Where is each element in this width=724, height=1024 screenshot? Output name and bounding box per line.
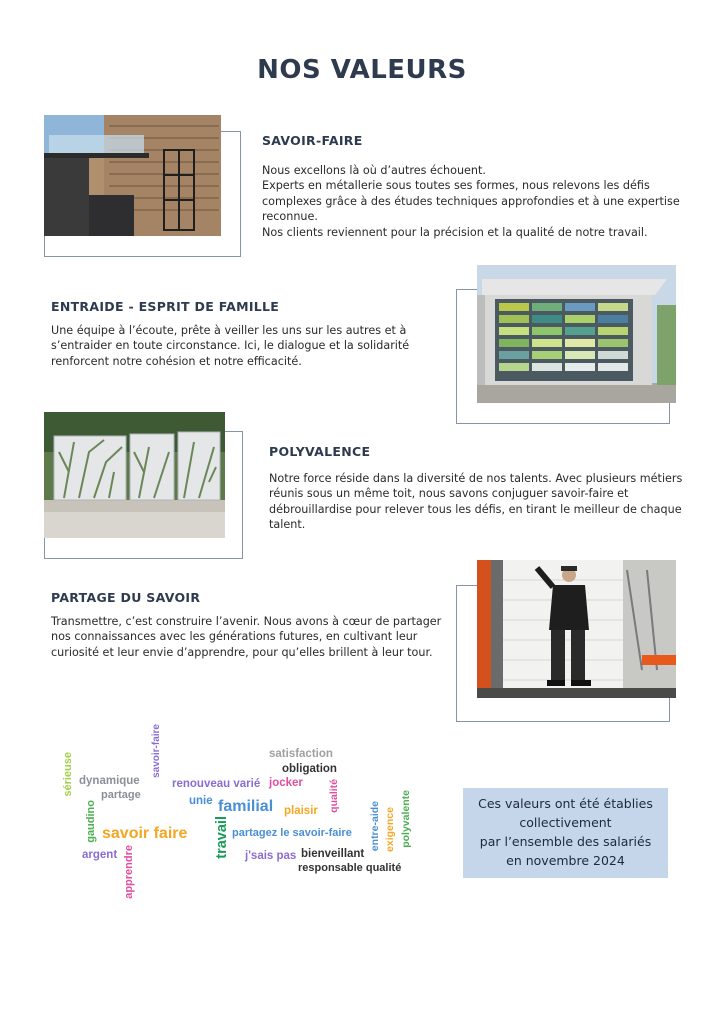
text-line: réunis sous un même toit, nous savons conjuguer savoir-faire et <box>269 487 629 501</box>
wordcloud-word: partagez le savoir-faire <box>232 827 352 839</box>
text-line: Nous excellons là où d’autres échouent. <box>262 164 486 177</box>
text-line: Transmettre, c’est construire l’avenir. Nous avons à cœur de partager <box>51 615 442 628</box>
wordcloud-word: savoir-faire <box>151 724 162 778</box>
text-line: reconnue. <box>262 210 318 224</box>
wordcloud-word: travail <box>214 816 230 859</box>
note-line: en novembre 2024 <box>506 853 625 868</box>
wordcloud-word: familial <box>218 798 274 815</box>
wordcloud-word: gaudino <box>85 800 97 843</box>
section-heading-savoir-faire: SAVOIR-FAIRE <box>262 133 363 148</box>
values-note-box <box>463 788 668 878</box>
wordcloud-word: j'sais pas <box>245 850 297 862</box>
wordcloud-word: entre-aide <box>369 801 381 852</box>
wordcloud-word: satisfaction <box>269 748 333 760</box>
wordcloud-word: savoir faire <box>102 825 188 842</box>
text-line: talent. <box>269 518 306 532</box>
wordcloud-word: sérieuse <box>62 752 74 797</box>
section-heading-polyvalence: POLYVALENCE <box>269 444 371 459</box>
section-heading-entraide: ENTRAIDE - ESPRIT DE FAMILLE <box>51 299 280 314</box>
photo-batiment-vitre <box>477 265 676 403</box>
text-line: débrouillardise pour relever tous les défis, en tirant le meilleur de chaque <box>269 502 682 516</box>
wordcloud-word: argent <box>82 849 118 861</box>
wordcloud-word: bienveillant <box>301 848 365 860</box>
section-text-partage <box>51 614 456 660</box>
text-line: curiosité et leur envie d’apprendre, pour qu’elles brillent à leur tour. <box>51 645 433 659</box>
section-text-savoir-faire <box>262 163 707 240</box>
text-line: Nos clients reviennent pour la précision et la qualité de notre travail. <box>262 225 648 239</box>
page-title: NOS VALEURS <box>257 55 467 85</box>
note-line: collectivement <box>519 815 612 830</box>
text-line: nos connaissances avec les générations futures, en cultivant leur <box>51 630 418 644</box>
photo-employe-atelier <box>477 560 676 698</box>
wordcloud-word: qualité <box>328 779 340 813</box>
text-line: complexes grâce à des études techniques approfondies et à une expertise <box>262 194 680 208</box>
photo-facade-balcon <box>44 115 221 236</box>
note-line: Ces valeurs ont été établies <box>478 796 653 811</box>
wordcloud-word: exigence <box>384 807 396 852</box>
section-text-polyvalence <box>269 471 714 533</box>
text-line: renforcent notre cohésion et notre efficacité. <box>51 354 302 368</box>
wordcloud-word: apprendre <box>123 845 135 899</box>
wordcloud-word: plaisir <box>284 805 318 817</box>
text-line: s’entraider en toute circonstance. Ici, le dialogue et la solidarité <box>51 339 410 353</box>
wordcloud-word: unie <box>189 795 213 807</box>
wordcloud-word: obligation <box>282 763 337 775</box>
text-line: Experts en métallerie sous toutes ses formes, nous relevons les défis <box>262 179 650 193</box>
wordcloud-word: partage <box>101 789 141 801</box>
wordcloud-word: renouveau varié <box>172 778 261 790</box>
text-line: Une équipe à l’écoute, prête à veiller les uns sur les autres et à <box>51 324 407 337</box>
wordcloud-word: responsable qualité <box>298 862 402 874</box>
text-line: Notre force réside dans la diversité de nos talents. Avec plusieurs métiers <box>269 472 683 485</box>
section-heading-partage: PARTAGE DU SAVOIR <box>51 590 201 605</box>
note-line: par l’ensemble des salariés <box>479 834 652 849</box>
wordcloud-word: jocker <box>269 777 303 789</box>
wordcloud-word: polyvalente <box>400 790 412 848</box>
section-text-entraide <box>51 323 451 369</box>
wordcloud-word: dynamique <box>79 775 140 787</box>
photo-portail-decoupe <box>44 412 225 538</box>
